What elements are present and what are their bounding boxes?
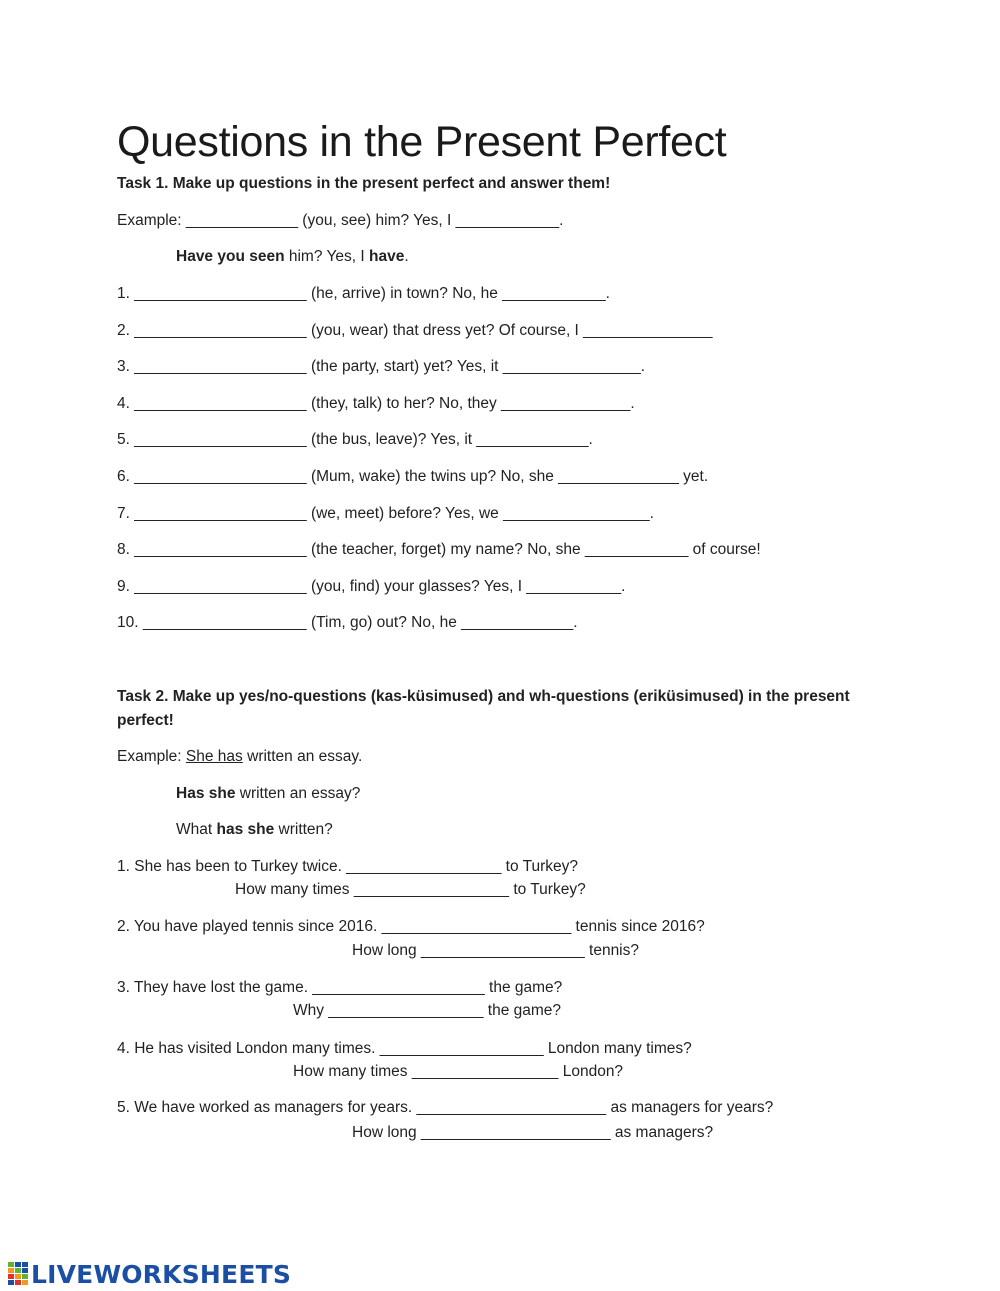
task1-example-answer (176, 248, 409, 266)
task1-item: 6. ____________________ (Mum, wake) the twins up? No, she ______________ yet. (117, 468, 709, 485)
task2-item-line2: How long ______________________ as managers? (352, 1124, 714, 1141)
task2-item-line1: 2. You have played tennis since 2016. ______________________ tennis since 2016? (117, 918, 705, 935)
task2-example-yesno (176, 785, 360, 803)
task1-item: 2. ____________________ (you, wear) that dress yet? Of course, I _______________ (117, 322, 713, 339)
task2-example-underlined: She has (185, 748, 243, 765)
task2-heading-line1: Task 2. Make up yes/no-questions (kas-küsimused) and wh-questions (eriküsimused) in the present (117, 688, 850, 705)
task1-item: 3. ____________________ (the party, start) yet? Yes, it ________________. (117, 358, 646, 375)
task2-example-wh (176, 821, 333, 839)
task2-item-line1: 1. She has been to Turkey twice. __________________ to Turkey? (117, 858, 579, 875)
task2-item-line1: 5. We have worked as managers for years. ______________________ as managers for years? (117, 1099, 774, 1116)
task2-example-prefix: Example: (117, 748, 186, 765)
example-answer-plain-2: . (404, 248, 409, 265)
logo-text: LIVEWORKSHEETS (31, 1259, 292, 1289)
task2-item-line1: 3. They have lost the game. ____________________ the game? (117, 979, 563, 996)
task1-item: 1. ____________________ (he, arrive) in town? No, he ____________. (117, 285, 610, 302)
page-title: Questions in the Present Perfect (117, 118, 727, 166)
example-yesno-bold: Has she (176, 785, 236, 802)
example-answer-bold-2: have (369, 248, 405, 265)
example-answer-plain-1: him? Yes, I (284, 248, 370, 265)
liveworksheets-logo[interactable] (8, 1258, 291, 1290)
task2-example (117, 748, 362, 766)
example-wh-plain-2: written? (274, 821, 333, 838)
task2-item-line2: How many times _________________ London? (293, 1063, 624, 1080)
example-answer-bold-1: Have you seen (176, 248, 285, 265)
task1-item: 8. ____________________ (the teacher, forget) my name? No, she ____________ of course! (117, 541, 761, 558)
task2-item-line1: 4. He has visited London many times. ___________________ London many times? (117, 1040, 692, 1057)
example-yesno-plain: written an essay? (235, 785, 361, 802)
task2-item-line2: Why __________________ the game? (293, 1002, 562, 1019)
logo-grid-icon (8, 1262, 28, 1286)
task1-heading: Task 1. Make up questions in the present perfect and answer them! (117, 175, 611, 192)
task1-item: 5. ____________________ (the bus, leave)? Yes, it _____________. (117, 431, 593, 448)
task2-item-line2: How many times __________________ to Turkey? (235, 881, 586, 898)
task2-example-suffix: written an essay. (242, 748, 363, 765)
example-wh-bold: has she (216, 821, 275, 838)
task1-example: Example: _____________ (you, see) him? Yes, I ____________. (117, 212, 564, 229)
task2-item-line2: How long ___________________ tennis? (352, 942, 639, 959)
task1-item: 4. ____________________ (they, talk) to her? No, they _______________. (117, 395, 635, 412)
example-wh-plain-1: What (176, 821, 217, 838)
task1-item: 7. ____________________ (we, meet) before? Yes, we _________________. (117, 505, 654, 522)
task2-heading-line2: perfect! (117, 712, 174, 729)
task1-item: 10. ___________________ (Tim, go) out? No, he _____________. (117, 614, 578, 631)
task1-item: 9. ____________________ (you, find) your glasses? Yes, I ___________. (117, 578, 626, 595)
